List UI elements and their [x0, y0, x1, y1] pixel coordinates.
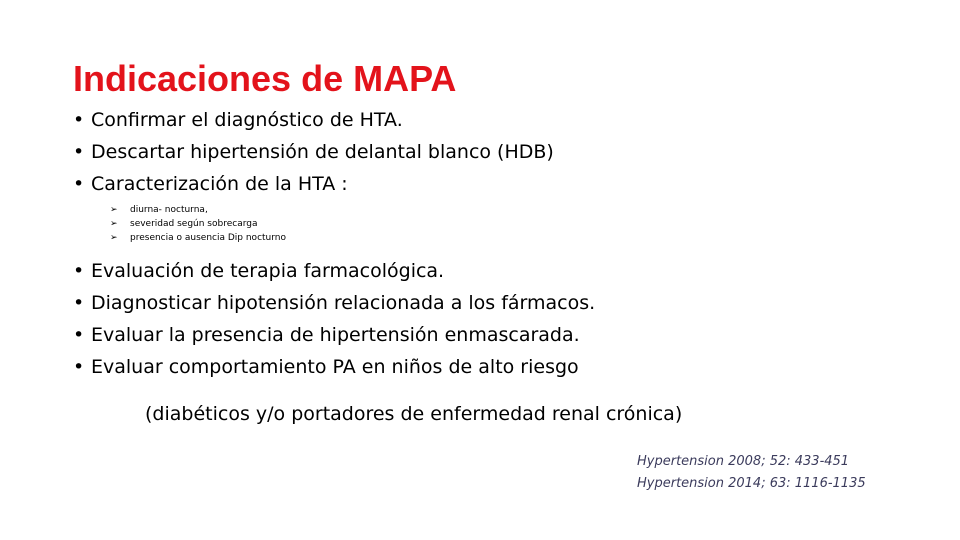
arrow-bullet-icon: ➢: [110, 233, 118, 243]
bullet-list-primary: [73, 104, 554, 200]
sub-bullet-text: presencia o ausencia Dip nocturno: [130, 233, 286, 243]
bullet-dot-icon: •: [73, 109, 85, 131]
bullet-dot-icon: •: [73, 324, 85, 346]
bullet-item: [73, 136, 554, 168]
sub-bullet-text: diurna- nocturna,: [130, 205, 208, 215]
bullet-text: Caracterización de la HTA :: [91, 173, 348, 195]
sub-bullet-item: [110, 217, 286, 231]
sub-bullet-item: [110, 231, 286, 245]
bullet-text: Evaluar comportamiento PA en niños de alto riesgo: [91, 356, 579, 378]
reference-line: Hypertension 2008; 52: 433-451: [637, 454, 850, 469]
bullet-text: Confirmar el diagnóstico de HTA.: [91, 109, 403, 131]
bullet-dot-icon: •: [73, 292, 85, 314]
bullet-text: Descartar hipertensión de delantal blanco (HDB): [91, 141, 554, 163]
bullet-item: [73, 287, 595, 319]
bullet-continuation-text: (diabéticos y/o portadores de enfermedad renal crónica): [145, 403, 683, 425]
bullet-dot-icon: •: [73, 260, 85, 282]
bullet-dot-icon: •: [73, 141, 85, 163]
bullet-list-secondary: [73, 255, 595, 383]
sub-bullet-text: severidad según sobrecarga: [130, 219, 258, 229]
slide-title: Indicaciones de MAPA: [73, 58, 457, 99]
bullet-item: [73, 319, 595, 351]
bullet-dot-icon: •: [73, 173, 85, 195]
bullet-item: [73, 255, 595, 287]
reference-line: Hypertension 2014; 63: 1116-1135: [637, 476, 866, 491]
bullet-item: [73, 351, 595, 383]
bullet-item: [73, 104, 554, 136]
arrow-bullet-icon: ➢: [110, 219, 118, 229]
references: [637, 451, 866, 495]
bullet-text: Evaluar la presencia de hipertensión enmascarada.: [91, 324, 580, 346]
bullet-dot-icon: •: [73, 356, 85, 378]
sub-bullet-item: [110, 203, 286, 217]
sub-bullet-list: [110, 203, 286, 245]
bullet-item: [73, 168, 554, 200]
arrow-bullet-icon: ➢: [110, 205, 118, 215]
bullet-text: Evaluación de terapia farmacológica.: [91, 260, 445, 282]
bullet-text: Diagnosticar hipotensión relacionada a los fármacos.: [91, 292, 596, 314]
